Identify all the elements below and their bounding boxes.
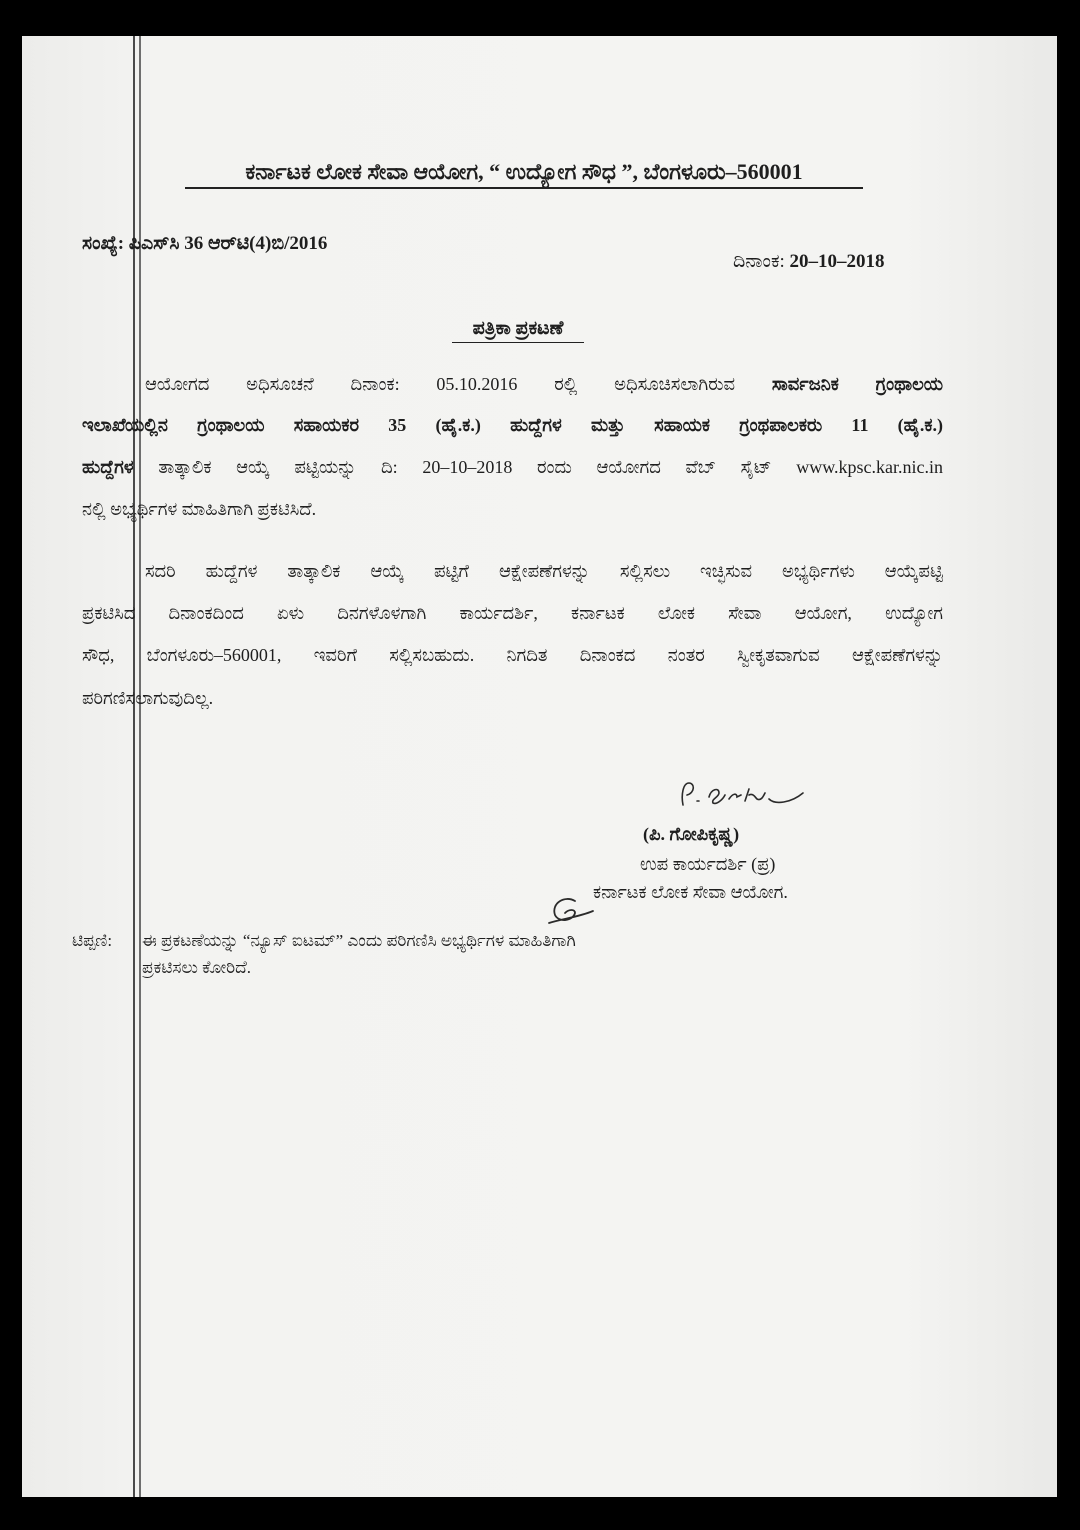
paragraph1-line3-text: ತಾತ್ಕಾಲಿಕ ಆಯ್ಕೆ ಪಟ್ಟಿಯನ್ನು ದಿ: 20–10–2018 ರಂದು ಆಯೋಗದ ವೆಬ್ ಸೈಟ್: [158, 457, 772, 477]
note-line2: ಪ್ರಕಟಿಸಲು ಕೋರಿದೆ.: [142, 958, 252, 977]
initials-mark: [545, 893, 597, 929]
signature-stroke: [682, 783, 803, 805]
signatory-office: ಕರ್ನಾಟಕ ಲೋಕ ಸೇವಾ ಆಯೋಗ.: [593, 882, 788, 902]
website-address: www.kpsc.kar.nic.in: [796, 457, 943, 477]
paragraph1-line2: ಇಲಾಖೆಯಲ್ಲಿನ ಗ್ರಂಥಾಲಯ ಸಹಾಯಕರ 35 (ಹೈ.ಕ.) ಹುದ್ದೆಗಳ ಮತ್ತು ಸಹಾಯಕ ಗ್ರಂಥಪಾಲಕರು 11 (ಹೈ.ಕ.): [82, 415, 943, 435]
paragraph1-line1: [145, 371, 943, 398]
paragraph2-line3: ಸೌಧ, ಬೆಂಗಳೂರು–560001, ಇವರಿಗೆ ಸಲ್ಲಿಸಬಹುದು. ನಿಗದಿತ ದಿನಾಂಕದ ನಂತರ ಸ್ವೀಕೃತವಾಗುವ ಆಕ್ಷೇಪಣೆಗಳನ್ನು: [82, 645, 943, 665]
paragraph1-line3-bold: ಹುದ್ದೆಗಳ: [82, 457, 134, 477]
paragraph1-line1-text: ಆಯೋಗದ ಅಧಿಸೂಚನೆ ದಿನಾಂಕ: 05.10.2016 ರಲ್ಲಿ ಅಧಿಸೂಚಿಸಲಾಗಿರುವ: [145, 374, 735, 394]
date-value: 20–10–2018: [789, 251, 885, 272]
note-line1: ಈ ಪ್ರಕಟಣೆಯನ್ನು “ನ್ಯೂಸ್ ಐಟಮ್” ಎಂದು ಪರಿಗಣಿಸಿ ಅಭ್ಯರ್ಥಿಗಳ ಮಾಹಿತಿಗಾಗಿ: [142, 931, 576, 950]
reference-number: ಸಂಖ್ಯೆ: ಪಿಎಸ್‌ಸಿ 36 ಆರ್‌ಟಿ(4)ಬಿ/2016: [82, 233, 328, 254]
paragraph2-line1: ಸದರಿ ಹುದ್ದೆಗಳ ತಾತ್ಕಾಲಿಕ ಆಯ್ಕೆ ಪಟ್ಟಿಗೆ ಆಕ್ಷೇಪಣೆಗಳನ್ನು ಸಲ್ಲಿಸಲು ಇಚ್ಛಿಸುವ ಅಭ್ಯರ್ಥಿಗಳು ಆಯ್ಕೆಪಟ್ಟಿ: [145, 561, 943, 581]
handwritten-signature: [675, 775, 810, 813]
paragraph2-line2: ಪ್ರಕಟಿಸಿದ ದಿನಾಂಕದಿಂದ ಏಳು ದಿನಗಳೊಳಗಾಗಿ ಕಾರ್ಯದರ್ಶಿ, ಕರ್ನಾಟಕ ಲೋಕ ಸೇವಾ ಆಯೋಗ, ಉದ್ಯೋಗ: [82, 603, 943, 623]
page-title: ಪತ್ರಿಕಾ ಪ್ರಕಟಣೆ: [452, 316, 584, 343]
paragraph1-line3: [82, 454, 943, 481]
initials-stroke: [549, 899, 593, 923]
signatory-designation: ಉಪ ಕಾರ್ಯದರ್ಶಿ (ಪ್ರ): [640, 854, 776, 874]
note-label: ಟಿಪ್ಪಣಿ:: [72, 931, 113, 950]
signatory-name: (ಪಿ. ಗೋಪಿಕೃಷ್ಣ): [643, 824, 740, 844]
date-label: ದಿನಾಂಕ:: [733, 251, 785, 272]
paragraph2-line4: ಪರಿಗಣಿಸಲಾಗುವುದಿಲ್ಲ.: [82, 688, 214, 708]
office-heading: ಕರ್ನಾಟಕ ಲೋಕ ಸೇವಾ ಆಯೋಗ, “ ಉದ್ಯೋಗ ಸೌಧ ”, ಬೆಂಗಳೂರು–560001: [185, 157, 863, 189]
paragraph1-line1-bold: ಸಾರ್ವಜನಿಕ ಗ್ರಂಥಾಲಯ: [771, 374, 943, 394]
issue-date: [733, 249, 938, 275]
paragraph1-line4: ನಲ್ಲಿ ಅಭ್ಯರ್ಥಿಗಳ ಮಾಹಿತಿಗಾಗಿ ಪ್ರಕಟಿಸಿದೆ.: [82, 499, 317, 519]
